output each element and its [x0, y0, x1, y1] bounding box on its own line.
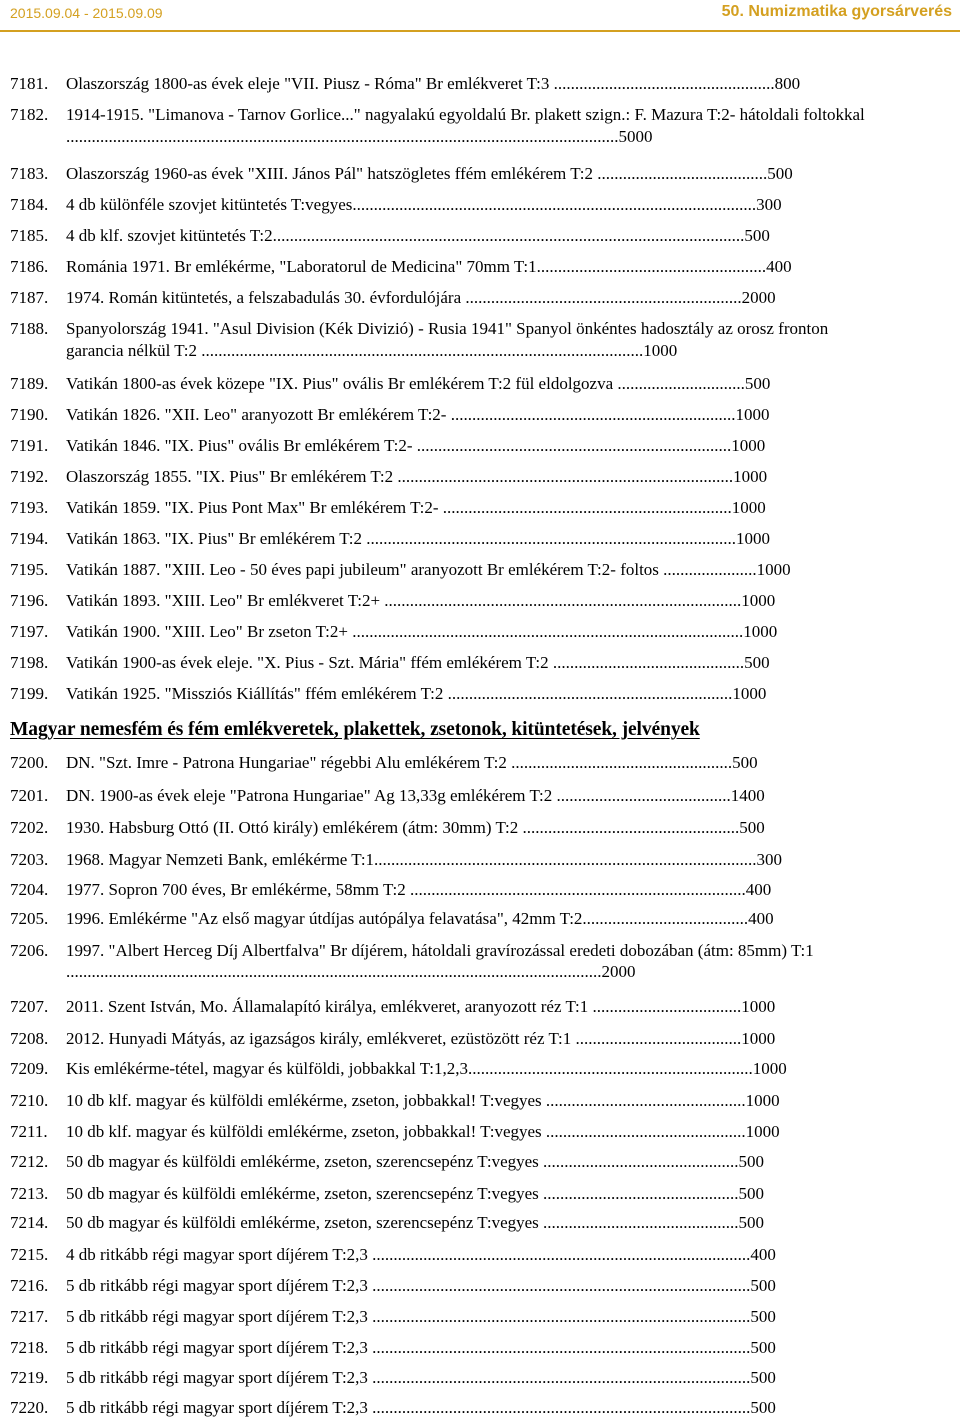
lot-item [10, 528, 870, 550]
lot-number: 7209. [10, 1059, 49, 1078]
lot-number: 7200. [10, 753, 49, 772]
lot-number: 7198. [10, 653, 49, 672]
lot-number: 7197. [10, 622, 49, 641]
lot-number: 7192. [10, 467, 49, 486]
lot-description: 1914-1915. "Limanova - Tarnov Gorlice..." nagyalakú egyoldalú Br. plakett szign.: F. Mazura T:2- hátoldali foltokkal ..................................................................................................................................5000 [66, 105, 865, 146]
lot-description: Vatikán 1900. "XIII. Leo" Br zseton T:2+ ............................................................................................1000 [66, 622, 778, 641]
lot-item [10, 1028, 870, 1049]
lot-description: Románia 1971. Br emlékérme, "Laboratorul de Medicina" 70mm T:1......................................................400 [66, 257, 792, 276]
lot-number: 7219. [10, 1368, 49, 1387]
lot-number: 7185. [10, 226, 49, 245]
lot-description: Spanyolország 1941. "Asul Division (Kék Divizió) - Rusia 1941" Spanyol önkéntes hadosztály az orosz fronton garancia nélkül T:2 ........................................................................................................1000 [66, 319, 829, 360]
lot-number: 7188. [10, 319, 49, 338]
lot-item [10, 908, 870, 929]
lot-item [10, 1121, 870, 1142]
lot-item [10, 466, 870, 488]
lot-description: 1996. Emlékérme "Az első magyar útdíjas autópálya felavatása", 42mm T:2.......................................400 [66, 909, 774, 928]
section-title: Magyar nemesfém és fém emlékveretek, plakettek, zsetonok, kitüntetések, jelvények [10, 719, 700, 740]
lot-number: 7213. [10, 1184, 49, 1203]
lot-description: 1930. Habsburg Ottó (II. Ottó király) emlékérem (átm: 30mm) T:2 ...................................................500 [66, 818, 765, 837]
lot-number: 7189. [10, 374, 49, 393]
lot-number: 7195. [10, 560, 49, 579]
lot-number: 7211. [10, 1122, 48, 1141]
lot-item [10, 879, 870, 900]
lot-number: 7190. [10, 405, 49, 424]
lot-description: Olaszország 1960-as évek "XIII. János Pál" hatszögletes ffém emlékérem T:2 ........................................500 [66, 164, 793, 183]
lot-description: DN. "Szt. Imre - Patrona Hungariae" régebbi Alu emlékérem T:2 ....................................................500 [66, 753, 758, 772]
lot-item [10, 817, 870, 838]
lot-number: 7205. [10, 909, 49, 928]
lot-description: 5 db ritkább régi magyar sport díjérem T:2,3 .........................................................................................500 [66, 1276, 776, 1295]
lot-item [10, 225, 870, 247]
lot-item [10, 849, 870, 870]
lot-item [10, 435, 870, 457]
lot-description: Vatikán 1800-as évek közepe "IX. Pius" ovális Br emlékérem T:2 fül eldolgozva ..............................500 [66, 374, 771, 393]
lot-description: 4 db klf. szovjet kitüntetés T:2...............................................................................................................500 [66, 226, 770, 245]
lot-description: 10 db klf. magyar és külföldi emlékérme, zseton, jobbakkal! T:vegyes ...............................................1000 [66, 1122, 780, 1141]
lot-number: 7215. [10, 1245, 49, 1264]
lot-description: 50 db magyar és külföldi emlékérme, zseton, szerencsepénz T:vegyes ..............................................500 [66, 1213, 765, 1232]
lot-item [10, 1058, 870, 1079]
lot-number: 7216. [10, 1276, 49, 1295]
lot-number: 7196. [10, 591, 49, 610]
lot-description: 5 db ritkább régi magyar sport díjérem T:2,3 .........................................................................................500 [66, 1368, 776, 1387]
lot-item [10, 287, 870, 309]
lot-item [10, 1212, 870, 1233]
lot-description: Vatikán 1859. "IX. Pius Pont Max" Br emlékérem T:2- ....................................................................1000 [66, 498, 766, 517]
lot-item [10, 404, 870, 426]
lot-description: 50 db magyar és külföldi emlékérme, zseton, szerencsepénz T:vegyes ..............................................500 [66, 1184, 765, 1203]
lot-item [10, 683, 870, 705]
lot-number: 7214. [10, 1213, 49, 1232]
lot-number: 7201. [10, 786, 49, 805]
lot-number: 7210. [10, 1091, 49, 1110]
lot-description: Vatikán 1887. "XIII. Leo - 50 éves papi jubileum" aranyozott Br emlékérem T:2- foltos ......................1000 [66, 560, 791, 579]
lot-item [10, 785, 870, 806]
lot-description: Kis emlékérme-tétel, magyar és külföldi, jobbakkal T:1,2,3...................................................................1000 [66, 1059, 787, 1078]
lot-number: 7208. [10, 1029, 49, 1048]
lot-number: 7207. [10, 997, 49, 1016]
lot-description: 5 db ritkább régi magyar sport díjérem T:2,3 .........................................................................................500 [66, 1398, 776, 1417]
lot-number: 7218. [10, 1338, 49, 1357]
lot-item [10, 621, 870, 643]
lot-number: 7199. [10, 684, 49, 703]
lot-description: 1974. Román kitüntetés, a felszabadulás 30. évfordulójára .................................................................2000 [66, 288, 776, 307]
lot-item [10, 194, 870, 216]
lot-item [10, 1275, 870, 1296]
date-range: 2015.09.04 - 2015.09.09 [10, 5, 163, 21]
lot-description: Vatikán 1863. "IX. Pius" Br emlékérem T:2 .......................................................................................1000 [66, 529, 771, 548]
lot-description: 10 db klf. magyar és külföldi emlékérme, zseton, jobbakkal! T:vegyes ...............................................1000 [66, 1091, 780, 1110]
header-rule [0, 30, 960, 32]
lot-item [10, 752, 870, 773]
lot-number: 7183. [10, 164, 49, 183]
lot-item [10, 256, 870, 278]
lot-description: 2011. Szent István, Mo. Államalapító királya, emlékveret, aranyozott réz T:1 ...................................1000 [66, 997, 776, 1016]
lot-item [10, 104, 870, 148]
lot-number: 7186. [10, 257, 49, 276]
lot-number: 7181. [10, 74, 49, 93]
lot-description: Vatikán 1826. "XII. Leo" aranyozott Br emlékérem T:2- ...................................................................1000 [66, 405, 770, 424]
lot-number: 7193. [10, 498, 49, 517]
lot-description: 5 db ritkább régi magyar sport díjérem T:2,3 .........................................................................................500 [66, 1307, 776, 1326]
lot-description: 1968. Magyar Nemzeti Bank, emlékérme T:1..........................................................................................300 [66, 850, 783, 869]
lot-item [10, 373, 870, 395]
lot-number: 7194. [10, 529, 49, 548]
auction-title: 50. Numizmatika gyorsárverés [721, 3, 952, 20]
lot-description: 4 db ritkább régi magyar sport díjérem T:2,3 .........................................................................................400 [66, 1245, 776, 1264]
lot-description: 5 db ritkább régi magyar sport díjérem T:2,3 .........................................................................................500 [66, 1338, 776, 1357]
lot-number: 7203. [10, 850, 49, 869]
lot-item [10, 559, 870, 581]
lot-item [10, 1151, 870, 1172]
lot-description: 4 db különféle szovjet kitüntetés T:vegyes...............................................................................................300 [66, 195, 782, 214]
lot-item [10, 940, 870, 982]
lot-description: Vatikán 1893. "XIII. Leo" Br emlékveret T:2+ ....................................................................................1000 [66, 591, 776, 610]
lot-item [10, 73, 870, 95]
lot-item [10, 1367, 870, 1388]
lot-item [10, 996, 870, 1017]
lot-number: 7202. [10, 818, 49, 837]
lot-item [10, 1183, 870, 1204]
page-header [0, 0, 960, 30]
lot-item [10, 1244, 870, 1265]
lot-description: Vatikán 1925. "Missziós Kiállítás" ffém emlékérem T:2 ...................................................................1000 [66, 684, 767, 703]
lot-item [10, 1090, 870, 1111]
lot-number: 7212. [10, 1152, 49, 1171]
lot-item [10, 163, 870, 185]
lot-item [10, 1397, 870, 1418]
lot-number: 7217. [10, 1307, 49, 1326]
lot-item [10, 318, 870, 362]
lot-description: 2012. Hunyadi Mátyás, az igazságos király, emlékveret, ezüstözött réz T:1 .......................................1000 [66, 1029, 776, 1048]
lot-description: 1977. Sopron 700 éves, Br emlékérme, 58mm T:2 ...............................................................................400 [66, 880, 772, 899]
lot-number: 7187. [10, 288, 49, 307]
lot-description: Vatikán 1900-as évek eleje. "X. Pius - Szt. Mária" ffém emlékérem T:2 .............................................500 [66, 653, 770, 672]
lot-item [10, 1306, 870, 1327]
lot-description: DN. 1900-as évek eleje "Patrona Hungariae" Ag 13,33g emlékérem T:2 .........................................1400 [66, 786, 765, 805]
lot-item [10, 590, 870, 612]
lot-number: 7191. [10, 436, 49, 455]
lot-number: 7204. [10, 880, 49, 899]
lot-description: 50 db magyar és külföldi emlékérme, zseton, szerencsepénz T:vegyes ..............................................500 [66, 1152, 765, 1171]
lot-item [10, 1337, 870, 1358]
lot-number: 7220. [10, 1398, 49, 1417]
lot-item [10, 497, 870, 519]
lot-description: 1997. "Albert Herceg Díj Albertfalva" Br díjérem, hátoldali gravírozással eredeti dobozában (átm: 85mm) T:1 ..............................................................................................................................2000 [66, 941, 814, 981]
lot-number: 7184. [10, 195, 49, 214]
lot-number: 7206. [10, 941, 49, 960]
lot-description: Vatikán 1846. "IX. Pius" ovális Br emlékérem T:2- ..........................................................................1000 [66, 436, 766, 455]
lot-number: 7182. [10, 105, 49, 124]
lot-description: Olaszország 1800-as évek eleje "VII. Piusz - Róma" Br emlékveret T:3 ....................................................800 [66, 74, 801, 93]
lot-item [10, 652, 870, 674]
lot-description: Olaszország 1855. "IX. Pius" Br emlékérem T:2 ...............................................................................1000 [66, 467, 768, 486]
